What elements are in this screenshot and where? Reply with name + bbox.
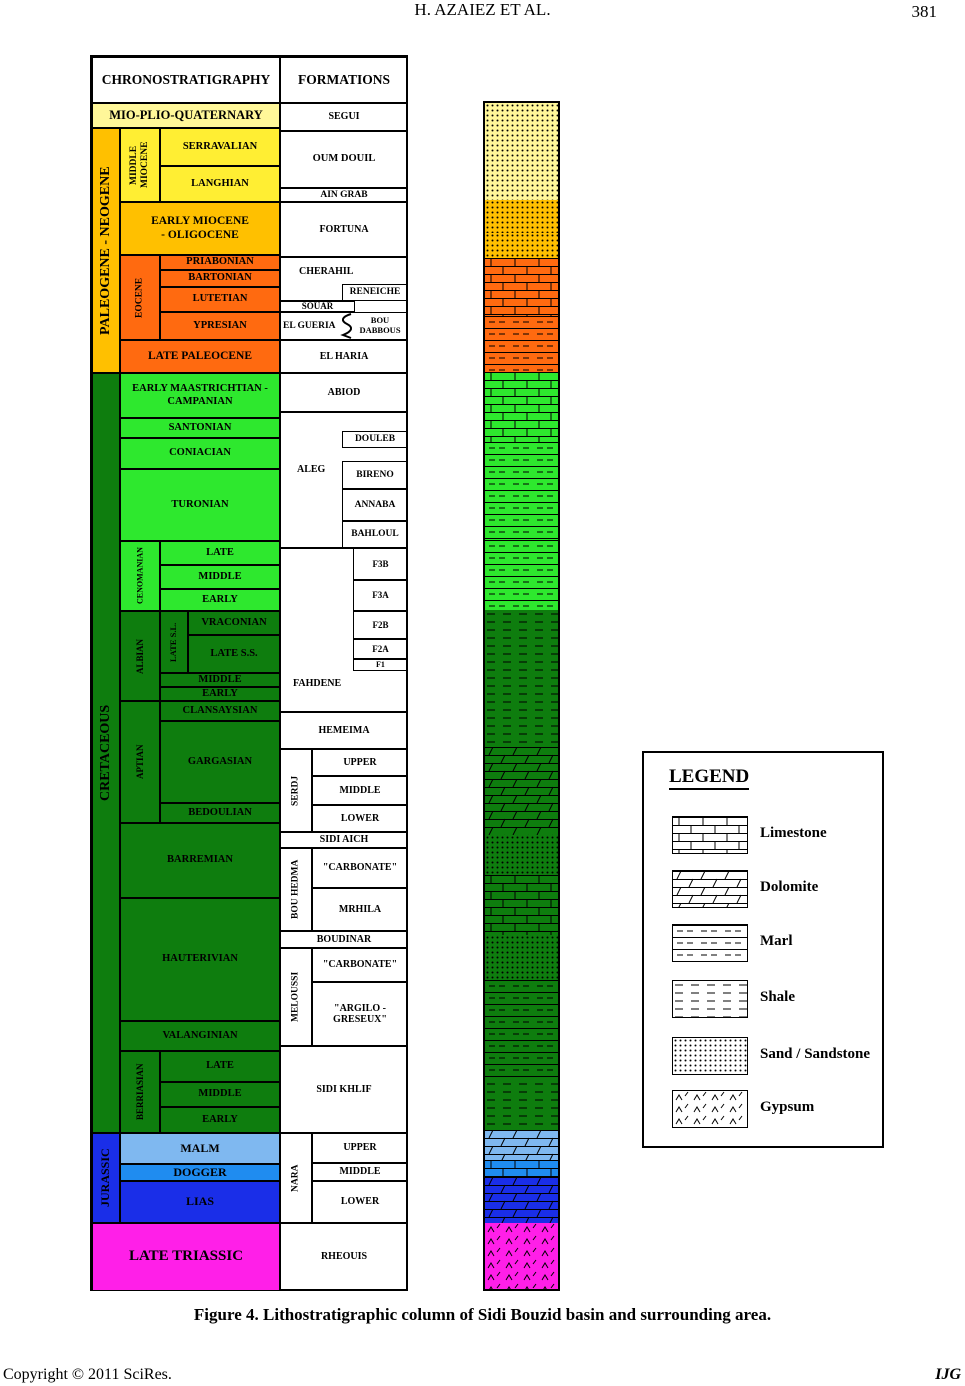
- formation-sidi-khlif: SIDI KHLIF: [280, 1046, 408, 1133]
- formation-serdj: SERDJ: [280, 749, 312, 832]
- lithology-segment-limestone: [485, 258, 558, 316]
- substage-bedoulian: BEDOULIAN: [160, 803, 280, 823]
- member-annaba: ANNABA: [342, 489, 408, 521]
- legend-item-marl: [672, 924, 882, 964]
- lithology-segment-dolomite: [485, 1177, 558, 1223]
- member-douleb: DOULEB: [342, 431, 408, 448]
- lithology-segment-sand: [485, 103, 558, 153]
- formation-boudinar: BOUDINAR: [280, 931, 408, 948]
- bou-hedma-mrhila: MRHILA: [312, 888, 408, 931]
- page-number: 381: [911, 2, 937, 21]
- formation-fortuna: FORTUNA: [280, 202, 408, 257]
- legend-item-dolomite: [672, 870, 882, 910]
- lithology-segment-sand: [485, 835, 558, 875]
- nara-lower: LOWER: [312, 1181, 408, 1223]
- footer-copyright: Copyright © 2011 SciRes.: [3, 1366, 172, 1383]
- formation-aleg: ALEG: [280, 412, 408, 548]
- legend-item-gypsum: [672, 1090, 882, 1130]
- formation-nara: NARA: [280, 1133, 312, 1223]
- lithology-segment-sand: [485, 233, 558, 258]
- stage-langhian: LANGHIAN: [160, 166, 280, 202]
- lithology-segment-sand: [485, 200, 558, 233]
- stage-santonian: SANTONIAN: [120, 418, 280, 438]
- lithology-segment-sand: [485, 935, 558, 980]
- substage-late-ss: LATE S.S.: [188, 635, 280, 673]
- meloussi-argilo-greseux: "ARGILO - GRESEUX": [312, 982, 408, 1046]
- dolomite-swatch: [672, 870, 748, 908]
- lithology-segment-marl: [485, 540, 558, 610]
- shale-swatch: [672, 980, 748, 1018]
- legend-label-gypsum: Gypsum: [760, 1099, 815, 1115]
- stage-early-maastrichtian-campanian: EARLY MAASTRICHTIAN - CAMPANIAN: [120, 373, 280, 418]
- substage-gargasian: GARGASIAN: [160, 721, 280, 803]
- epoch-late-paleocene: LATE PALEOCENE: [120, 340, 280, 373]
- member-bireno: BIRENO: [342, 461, 408, 489]
- legend-label-limestone: Limestone: [760, 825, 827, 841]
- figure-caption: Figure 4. Lithostratigraphic column of Sidi Bouzid basin and surrounding area.: [193, 1305, 772, 1324]
- nara-upper: UPPER: [312, 1133, 408, 1163]
- marl-swatch: [672, 924, 748, 962]
- substage-late-sl: LATE S.L.: [160, 611, 188, 673]
- stage-lutetian: LUTETIAN: [160, 287, 280, 312]
- member-bahloul: BAHLOUL: [342, 521, 408, 548]
- legend-title: LEGEND: [669, 767, 749, 790]
- substage-albian-early: EARLY: [160, 687, 280, 701]
- formation-rheouis: RHEOUIS: [280, 1223, 408, 1291]
- lithology-segment-sand: [485, 153, 558, 200]
- stage-valanginian: VALANGINIAN: [120, 1021, 280, 1051]
- formation-bou-hedma: BOU HEDMA: [280, 848, 312, 931]
- lithology-segment-gypsum: [485, 1223, 558, 1291]
- formation-hemeima: HEMEIMA: [280, 712, 408, 749]
- lithology-segment-shale: [485, 1080, 558, 1130]
- lithology-segment-marl: [485, 980, 558, 1080]
- substage-vraconian: VRACONIAN: [188, 611, 280, 635]
- stage-bartonian: BARTONIAN: [160, 270, 280, 287]
- stage-cenomanian: CENOMANIAN: [120, 541, 160, 611]
- lithology-segment-marl: [485, 316, 558, 372]
- lithology-column: [483, 101, 560, 1291]
- epoch-dogger: DOGGER: [120, 1164, 280, 1181]
- legend: [642, 751, 884, 1148]
- formation-meloussi: MELOUSSI: [280, 948, 312, 1046]
- epoch-lias: LIAS: [120, 1181, 280, 1223]
- interfingering-symbol: [339, 313, 355, 339]
- legend-item-limestone: [672, 816, 882, 856]
- stage-turonian: TURONIAN: [120, 469, 280, 541]
- legend-label-sand: Sand / Sandstone: [760, 1046, 871, 1062]
- footer-journal: IJG: [935, 1366, 961, 1383]
- substage-albian-middle: MIDDLE: [160, 673, 280, 687]
- bou-hedma-carbonate: "CARBONATE": [312, 848, 408, 888]
- stage-priabonian: PRIABONIAN: [160, 255, 280, 270]
- chrono-header: CHRONOSTRATIGRAPHY: [92, 57, 280, 103]
- serdj-lower: LOWER: [312, 805, 408, 832]
- lithology-segment-limestone: [485, 372, 558, 442]
- epoch-middle-miocene: MIDDLE MIOCENE: [120, 128, 160, 202]
- epoch-eocene: EOCENE: [120, 255, 160, 340]
- era-late-triassic: LATE TRIASSIC: [92, 1223, 280, 1291]
- stage-hauterivian: HAUTERIVIAN: [120, 898, 280, 1021]
- formation-fahdene: FAHDENE: [280, 548, 408, 712]
- legend-item-sand: [672, 1037, 882, 1077]
- era-jurassic: JURASSIC: [92, 1133, 120, 1223]
- legend-label-marl: Marl: [760, 933, 793, 949]
- sand-swatch: [672, 1037, 748, 1075]
- formation-segui: SEGUI: [280, 103, 408, 131]
- legend-item-shale: [672, 980, 882, 1020]
- formation-cherahil: CHERAHIL: [280, 257, 408, 301]
- era-mio-plio-quaternary: MIO-PLIO-QUATERNARY: [92, 103, 280, 128]
- formation-abiod: ABIOD: [280, 373, 408, 412]
- lithology-segment-marl: [485, 442, 558, 540]
- formation-souar: SOUAR: [280, 301, 355, 312]
- formation-oum-douil: OUM DOUIL: [280, 131, 408, 188]
- stage-ypresian: YPRESIAN: [160, 312, 280, 340]
- stage-berriasian: BERRIASIAN: [120, 1051, 160, 1133]
- legend-label-shale: Shale: [760, 989, 796, 1005]
- lithology-segment-dolomite: [485, 747, 558, 835]
- gypsum-swatch: [672, 1090, 748, 1128]
- formations-header: FORMATIONS: [280, 57, 408, 103]
- nara-middle: MIDDLE: [312, 1163, 408, 1181]
- member-f3b: F3B: [353, 548, 408, 580]
- era-cretaceous: CRETACEOUS: [92, 373, 120, 1133]
- substage-clansaysian: CLANSAYSIAN: [160, 701, 280, 721]
- formation-bou-dabbous: BOU DABBOUS: [359, 315, 401, 335]
- stage-coniacian: CONIACIAN: [120, 438, 280, 469]
- stratigraphy-chart: [90, 55, 408, 1291]
- running-header: H. AZAIEZ ET AL.: [414, 0, 551, 19]
- member-f1: F1: [353, 659, 408, 671]
- era-paleogene-neogene: PALEOGENE - NEOGENE: [92, 128, 120, 373]
- member-f2b: F2B: [353, 611, 408, 639]
- limestone-swatch: [672, 816, 748, 854]
- formation-el-haria: EL HARIA: [280, 340, 408, 373]
- member-f3a: F3A: [353, 580, 408, 611]
- serdj-middle: MIDDLE: [312, 776, 408, 805]
- formation-reneiche: RENEICHE: [342, 284, 408, 301]
- stage-serravalian: SERRAVALIAN: [160, 128, 280, 166]
- substage-cenomanian-late: LATE: [160, 541, 280, 565]
- lithology-segment-limestone: [485, 875, 558, 935]
- stage-albian: ALBIAN: [120, 611, 160, 701]
- substage-berriasian-late: LATE: [160, 1051, 280, 1082]
- legend-label-dolomite: Dolomite: [760, 879, 819, 895]
- serdj-upper: UPPER: [312, 749, 408, 776]
- stage-barremian: BARREMIAN: [120, 823, 280, 898]
- formation-ain-grab: AIN GRAB: [280, 188, 408, 202]
- substage-cenomanian-middle: MIDDLE: [160, 565, 280, 589]
- meloussi-carbonate: "CARBONATE": [312, 948, 408, 982]
- epoch-early-miocene-oligocene: EARLY MIOCENE - OLIGOCENE: [120, 202, 280, 255]
- epoch-malm: MALM: [120, 1133, 280, 1164]
- member-f2a: F2A: [353, 639, 408, 659]
- substage-berriasian-early: EARLY: [160, 1107, 280, 1133]
- formation-el-gueria: EL GUERIA: [280, 312, 408, 340]
- lithology-segment-limestone: [485, 1160, 558, 1177]
- substage-cenomanian-early: EARLY: [160, 589, 280, 611]
- lithology-segment-dolomite: [485, 1130, 558, 1160]
- formation-sidi-aich: SIDI AICH: [280, 832, 408, 848]
- lithology-segment-shale: [485, 610, 558, 747]
- stage-aptian: APTIAN: [120, 701, 160, 823]
- substage-berriasian-middle: MIDDLE: [160, 1082, 280, 1107]
